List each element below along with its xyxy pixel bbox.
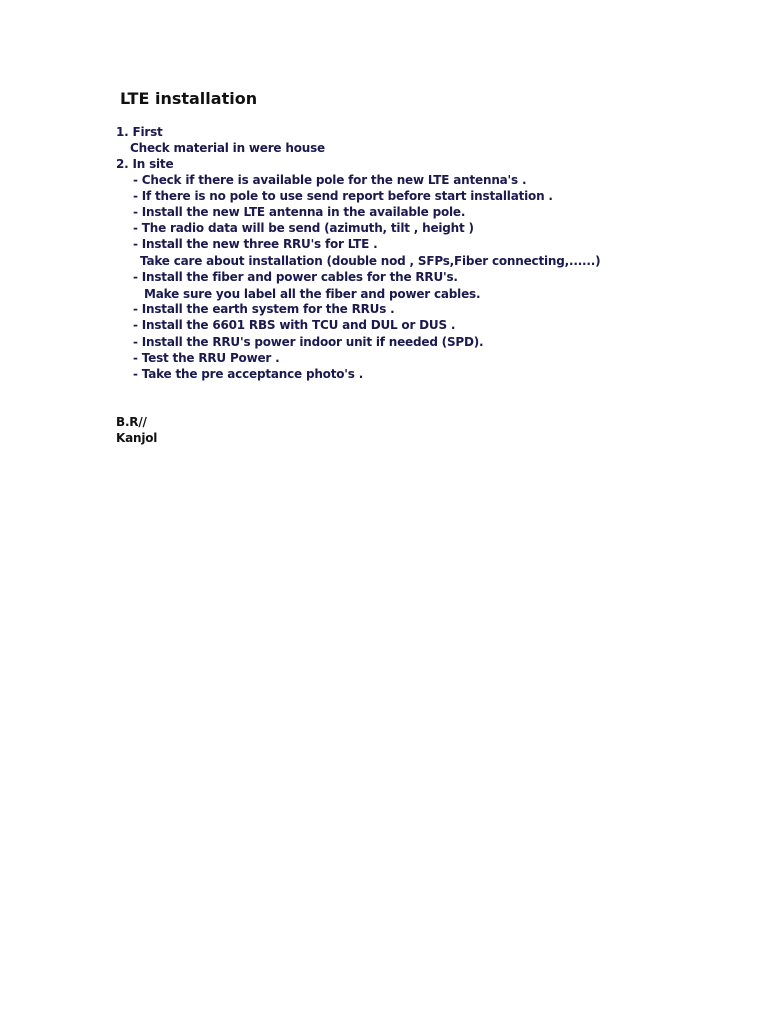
list-item: - Check if there is available pole for the new LTE antenna's . [133,173,527,187]
section-in-site-heading: 2. In site [116,157,174,171]
signature-name: Kanjol [116,431,158,445]
section-first-heading: 1. First [116,125,163,139]
list-item-note: Take care about installation (double nod , SFPs,Fiber connecting,......) [140,254,601,268]
section-first-text: Check material in were house [130,141,325,155]
list-item: - Install the RRU's power indoor unit if needed (SPD). [133,335,484,349]
list-item: - Install the 6601 RBS with TCU and DUL or DUS . [133,318,456,332]
list-item-note: Make sure you label all the fiber and power cables. [144,287,481,301]
list-item: - Install the earth system for the RRUs . [133,302,395,316]
list-item: - Take the pre acceptance photo's . [133,367,364,381]
signature-closing: B.R// [116,415,147,429]
list-item: - Install the new three RRU's for LTE . [133,237,378,251]
list-item: - Install the fiber and power cables for the RRU's. [133,270,458,284]
document-title: LTE installation [120,89,258,108]
list-item: - Install the new LTE antenna in the available pole. [133,205,466,219]
list-item: - The radio data will be send (azimuth, tilt , height ) [133,221,474,235]
list-item: - If there is no pole to use send report before start installation . [133,189,553,203]
list-item: - Test the RRU Power . [133,351,280,365]
